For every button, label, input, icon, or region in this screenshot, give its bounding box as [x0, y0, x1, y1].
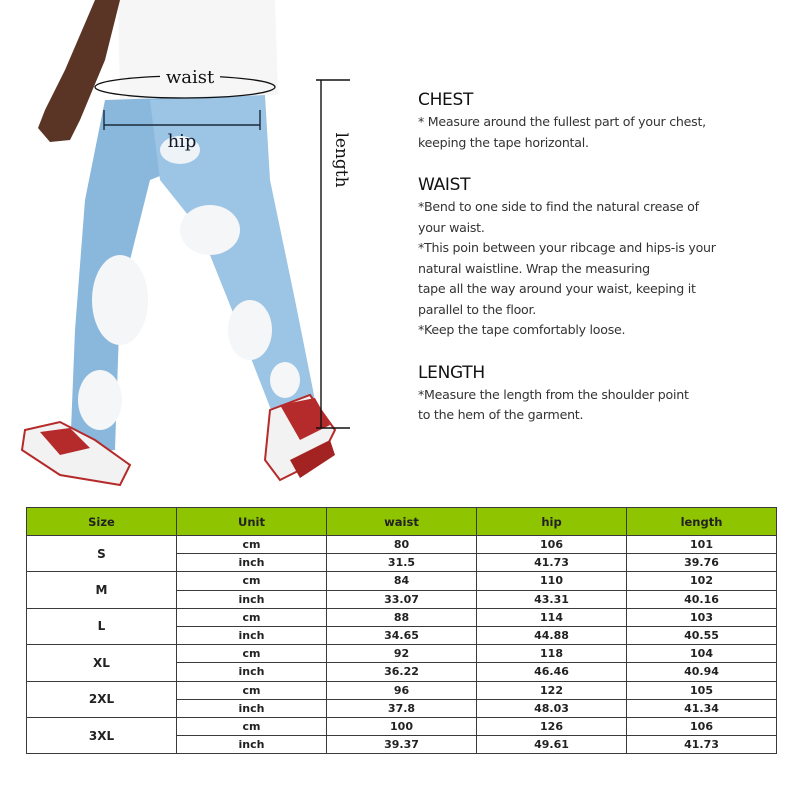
- size-cell: M: [27, 572, 177, 608]
- waist-cell: 34.65: [327, 626, 477, 644]
- length-line: *Measure the length from the shoulder point: [418, 386, 689, 402]
- hip-cell: 122: [477, 681, 627, 699]
- length-cell: 40.94: [627, 663, 777, 681]
- table-header-row: [27, 508, 777, 536]
- unit-cell: inch: [177, 590, 327, 608]
- product-photo: [0, 0, 360, 490]
- hip-cell: 41.73: [477, 554, 627, 572]
- unit-cell: inch: [177, 699, 327, 717]
- unit-cell: cm: [177, 572, 327, 590]
- unit-cell: inch: [177, 736, 327, 754]
- length-cell: 104: [627, 645, 777, 663]
- header-length: length: [627, 508, 777, 536]
- waist-title: WAIST: [418, 175, 471, 195]
- size-chart-table: [26, 507, 777, 754]
- waist-section: [418, 175, 778, 341]
- length-cell: 105: [627, 681, 777, 699]
- waist-cell: 84: [327, 572, 477, 590]
- unit-cell: inch: [177, 663, 327, 681]
- chest-title: CHEST: [418, 90, 474, 110]
- length-cell: 40.16: [627, 590, 777, 608]
- length-cell: 39.76: [627, 554, 777, 572]
- table-row: [27, 536, 777, 554]
- waist-line: *This poin between your ribcage and hips-is your: [418, 240, 716, 255]
- length-section: [418, 363, 778, 426]
- hip-label: hip: [167, 131, 197, 152]
- unit-cell: cm: [177, 717, 327, 735]
- length-cell: 102: [627, 572, 777, 590]
- length-cell: 106: [627, 717, 777, 735]
- waist-cell: 31.5: [327, 554, 477, 572]
- unit-cell: inch: [177, 554, 327, 572]
- chest-line: * Measure around the fullest part of your chest,: [418, 114, 706, 129]
- waist-line: your waist.: [418, 219, 485, 235]
- length-cell: 101: [627, 536, 777, 554]
- unit-cell: cm: [177, 536, 327, 554]
- waist-cell: 37.8: [327, 699, 477, 717]
- length-title: LENGTH: [418, 362, 485, 383]
- hip-cell: 106: [477, 536, 627, 554]
- chest-line: keeping the tape horizontal.: [418, 134, 589, 150]
- hip-cell: 46.46: [477, 663, 627, 681]
- length-cell: 41.73: [627, 736, 777, 754]
- header-size: Size: [27, 508, 177, 536]
- header-waist: waist: [327, 508, 477, 536]
- unit-cell: cm: [177, 681, 327, 699]
- table-row: [27, 681, 777, 699]
- length-cell: 41.34: [627, 699, 777, 717]
- hip-cell: 44.88: [477, 626, 627, 644]
- table-row: [27, 572, 777, 590]
- size-cell: XL: [27, 645, 177, 681]
- waist-label: waist: [165, 67, 215, 88]
- header-hip: hip: [477, 508, 627, 536]
- waist-line: *Keep the tape comfortably loose.: [418, 322, 626, 337]
- waist-line: parallel to the floor.: [418, 301, 537, 317]
- table-row: [27, 645, 777, 663]
- hip-cell: 43.31: [477, 590, 627, 608]
- waist-cell: 39.37: [327, 736, 477, 754]
- waist-line: *Bend to one side to find the natural crease of: [418, 199, 699, 214]
- hip-cell: 110: [477, 572, 627, 590]
- waist-line: tape all the way around your waist, keeping it: [418, 281, 696, 296]
- unit-cell: cm: [177, 608, 327, 626]
- measurement-guide: [418, 90, 778, 448]
- hip-cell: 49.61: [477, 736, 627, 754]
- waist-line: natural waistline. Wrap the measuring: [418, 260, 650, 276]
- length-cell: 40.55: [627, 626, 777, 644]
- waist-cell: 33.07: [327, 590, 477, 608]
- waist-cell: 88: [327, 608, 477, 626]
- waist-cell: 36.22: [327, 663, 477, 681]
- table-row: [27, 608, 777, 626]
- length-line: to the hem of the garment.: [418, 407, 584, 422]
- size-cell: 2XL: [27, 681, 177, 717]
- hip-cell: 126: [477, 717, 627, 735]
- unit-cell: inch: [177, 626, 327, 644]
- waist-cell: 96: [327, 681, 477, 699]
- size-cell: 3XL: [27, 717, 177, 753]
- size-cell: S: [27, 536, 177, 572]
- waist-cell: 92: [327, 645, 477, 663]
- hip-cell: 118: [477, 645, 627, 663]
- chest-section: [418, 90, 778, 153]
- header-unit: Unit: [177, 508, 327, 536]
- length-cell: 103: [627, 608, 777, 626]
- hip-cell: 114: [477, 608, 627, 626]
- table-row: [27, 717, 777, 735]
- waist-cell: 80: [327, 536, 477, 554]
- waist-cell: 100: [327, 717, 477, 735]
- hip-cell: 48.03: [477, 699, 627, 717]
- length-label: length: [331, 132, 351, 188]
- unit-cell: cm: [177, 645, 327, 663]
- size-cell: L: [27, 608, 177, 644]
